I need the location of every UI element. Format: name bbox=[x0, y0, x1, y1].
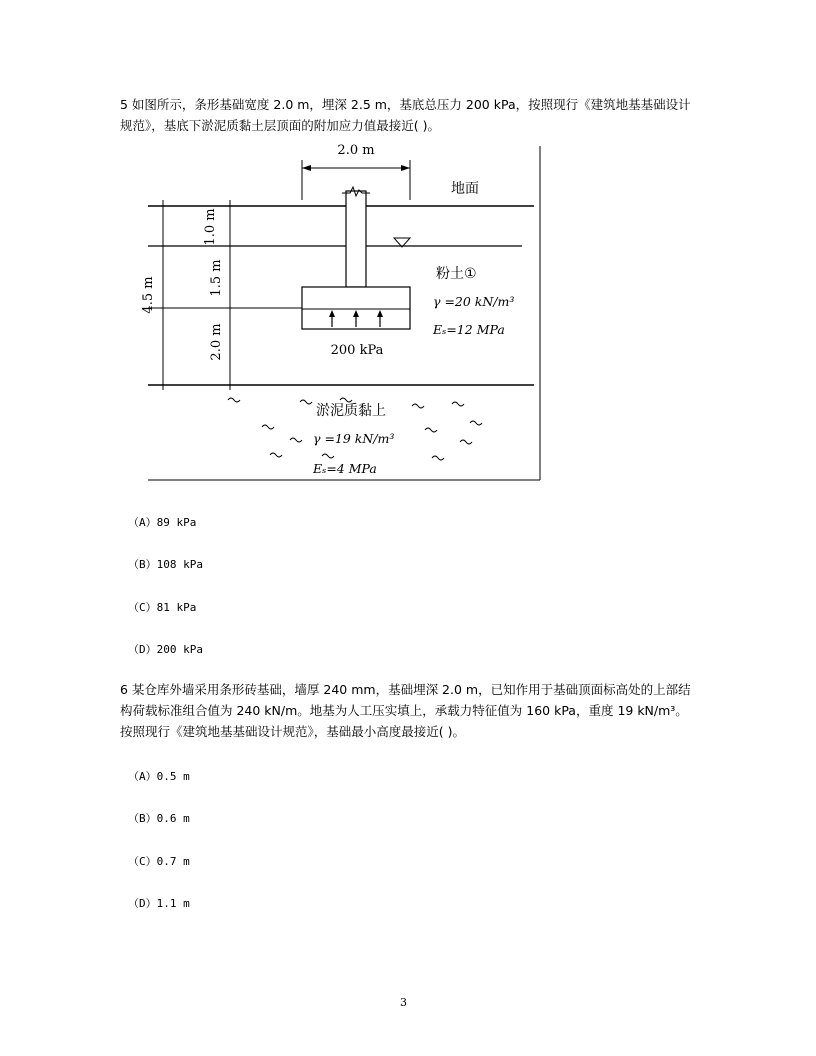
pressure-label: 200 kPa bbox=[330, 343, 384, 358]
clay-es: Eₛ=4 MPa bbox=[313, 461, 377, 476]
silt-gamma: γ =20 kN/m³ bbox=[433, 294, 515, 309]
wall-stem bbox=[346, 191, 366, 287]
depth-2-label: 1.5 m bbox=[209, 259, 224, 297]
width-label: 2.0 m bbox=[337, 143, 375, 158]
silt-name: 粉土① bbox=[436, 266, 477, 282]
q6-option-a: （A）0.5 m bbox=[128, 770, 190, 783]
foundation-diagram bbox=[0, 0, 816, 500]
q6-option-b: （B）0.6 m bbox=[128, 812, 190, 825]
depth-total-label: 4.5 m bbox=[141, 276, 156, 314]
depth-1-label: 1.0 m bbox=[203, 208, 218, 246]
q6-option-c: （C）0.7 m bbox=[128, 855, 190, 868]
question-5-text: 5 如图所示，条形基础宽度 2.0 m，埋深 2.5 m，基底总压力 200 kPa，按照现行《建筑地基基础设计规范》，基底下淤泥质黏土层顶面的附加应力值最接近( )。 bbox=[120, 97, 691, 133]
q6-option-d: （D）1.1 m bbox=[128, 897, 190, 910]
q5-option-c: （C）81 kPa bbox=[128, 601, 197, 614]
question-6-text: 6 某仓库外墙采用条形砖基础，墙厚 240 mm，基础埋深 2.0 m，已知作用于基础顶面标高处的上部结构荷载标准组合值为 240 kN/m。地基为人工压实填上，承载力特征值为 160 kPa，重度 19 kN/m³。按照现行《建筑地基基础设计规范》，基础最小高度最接近( )。 bbox=[120, 682, 691, 739]
silt-es: Eₛ=12 MPa bbox=[433, 322, 505, 337]
clay-gamma: γ =19 kN/m³ bbox=[313, 431, 395, 446]
clay-name: 淤泥质黏上 bbox=[316, 403, 386, 419]
page-number: 3 bbox=[400, 996, 407, 1009]
q5-option-d: （D）200 kPa bbox=[128, 643, 203, 656]
q5-option-b: （B）108 kPa bbox=[128, 558, 203, 571]
ground-label: 地面 bbox=[451, 181, 479, 197]
depth-3-label: 2.0 m bbox=[209, 323, 224, 361]
q5-option-a: （A）89 kPa bbox=[128, 516, 197, 529]
